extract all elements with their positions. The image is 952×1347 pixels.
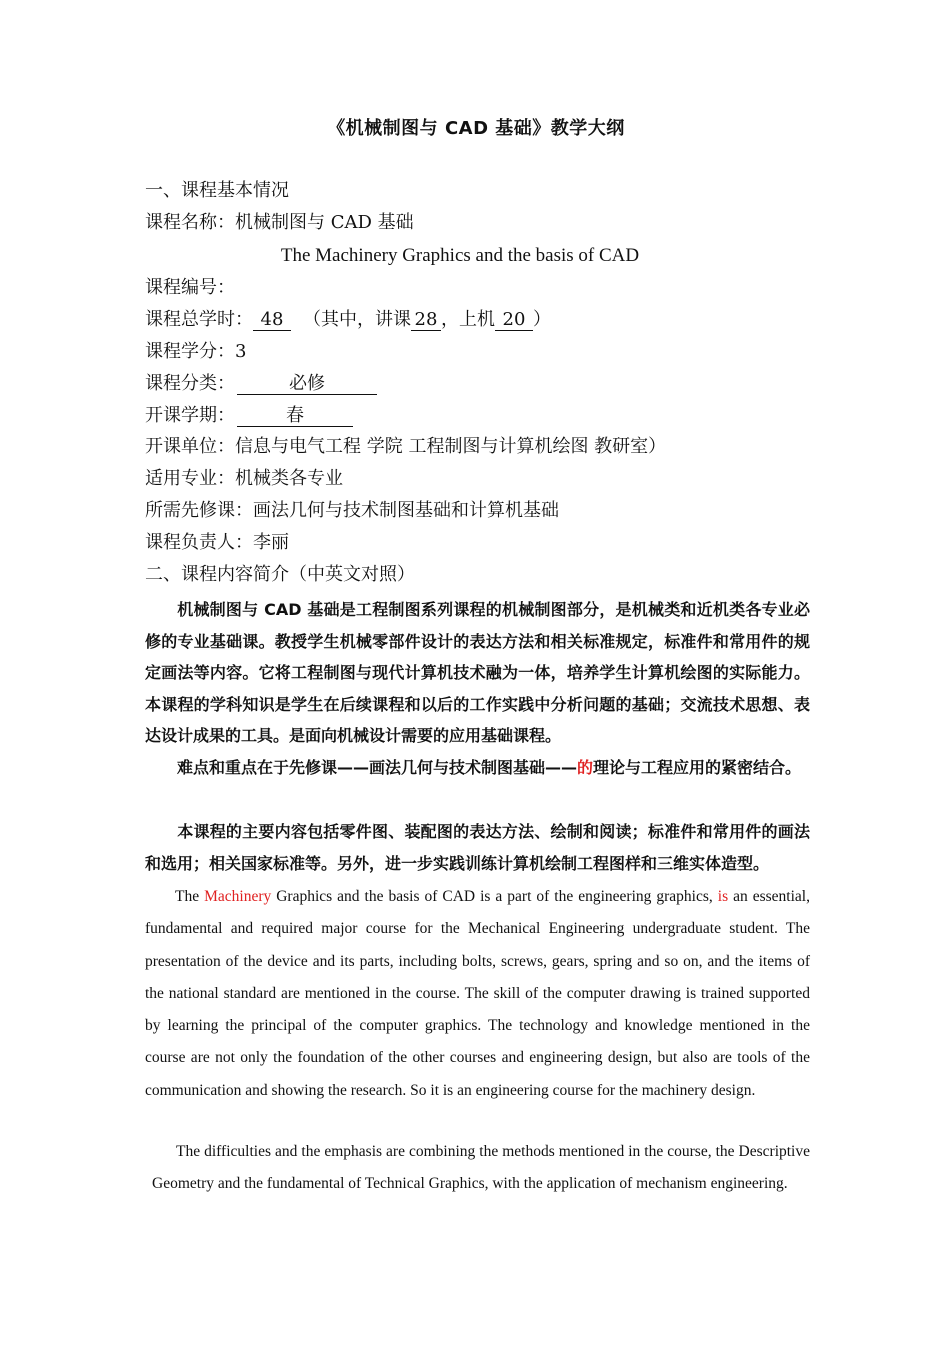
en-paragraph-2-text: The difficulties and the emphasis are combining the methods mentioned in the course, the Descriptive Geometry and the fundamental of Technical Graphics, with the application of mechanism engineering. xyxy=(152,1143,810,1193)
credits-label: 课程学分： xyxy=(145,341,235,362)
category-label: 课程分类： xyxy=(145,373,235,394)
prereq-row xyxy=(145,499,559,523)
en-paragraph-1-text-c: an essential, fundamental and required major course for the Mechanical Engineering undergraduate student. The presentation of the device and its parts, including bolts, screws, gears, spring and so on, and the items of the national standard are mentioned in the course. The skill of the computer drawing is trained supported by learning the principal of the computer graphics. The technology and knowledge mentioned in the course are not only the foundation of the other courses and engineering design, but also are tools of the communication and showing the research. So it is an engineering course for the machinery design. xyxy=(145,888,810,1099)
course-name-english: The Machinery Graphics and the basis of CAD xyxy=(280,245,640,266)
en-paragraph-1-text-a: The xyxy=(175,888,205,905)
en-paragraph-1-text-b: Graphics and the basis of CAD is a part of the engineering graphics, xyxy=(271,888,718,905)
section1-heading: 一、课程基本情况 xyxy=(145,180,289,201)
cn-paragraph-1-text: 机械制图与 CAD 基础是工程制图系列课程的机械制图部分，是机械类和近机类各专业必修的专业基础课。教授学生机械零部件设计的表达方法和相关标准规定，标准件和常用件的规定画法等内容。它将工程制图与现代计算机技术融为一体，培养学生计算机绘图的实际能力。本课程的学科知识是学生在后续课程和以后的工作实践中分析问题的基础；交流技术思想、表达设计成果的工具。是面向机械设计需要的应用基础课程。 xyxy=(145,600,810,746)
lab-hours-value: 20 xyxy=(495,308,533,331)
cn-paragraph-3 xyxy=(145,816,810,879)
unit-label: 开课单位： xyxy=(145,436,235,457)
unit-row xyxy=(145,435,666,459)
course-name-value: 机械制图与 CAD 基础 xyxy=(235,212,414,233)
prereq-label: 所需先修课： xyxy=(145,500,253,521)
en-paragraph-1-highlight-1: Machinery xyxy=(204,888,272,905)
hours-breakdown-prefix: （其中，讲课 xyxy=(303,309,411,330)
document-title: 《机械制图与 CAD 基础》教学大纲 xyxy=(327,118,625,139)
cn-paragraph-2-text-b: 理论与工程应用的紧密结合。 xyxy=(593,758,802,777)
major-row xyxy=(145,467,343,491)
course-code-label: 课程编号： xyxy=(145,277,235,298)
course-name-row xyxy=(145,211,414,235)
course-name-label: 课程名称： xyxy=(145,212,235,233)
major-label: 适用专业： xyxy=(145,468,235,489)
unit-value: 信息与电气工程 学院 工程制图与计算机绘图 教研室） xyxy=(235,436,667,457)
credits-row xyxy=(145,340,246,364)
semester-label: 开课学期： xyxy=(145,405,235,426)
lecture-hours-value: 28 xyxy=(411,308,441,331)
cn-paragraph-3-text: 本课程的主要内容包括零件图、装配图的表达方法、绘制和阅读；标准件和常用件的画法和选用；相关国家标准等。另外，进一步实践训练计算机绘制工程图样和三维实体造型。 xyxy=(145,822,810,873)
en-paragraph-2 xyxy=(152,1136,810,1201)
en-paragraph-1 xyxy=(145,881,810,1107)
category-value: 必修 xyxy=(237,372,377,395)
credits-value: 3 xyxy=(235,341,247,362)
section2-heading: 二、课程内容简介（中英文对照） xyxy=(145,564,415,585)
semester-row xyxy=(145,404,353,428)
major-value: 机械类各专业 xyxy=(235,468,343,489)
semester-value: 春 xyxy=(237,404,353,427)
cn-paragraph-2 xyxy=(145,752,810,784)
category-row xyxy=(145,372,377,396)
hours-breakdown-suffix: ） xyxy=(533,309,551,330)
owner-value: 李丽 xyxy=(253,532,289,553)
cn-paragraph-1 xyxy=(145,594,810,752)
total-hours-label: 课程总学时： xyxy=(145,309,253,330)
cn-paragraph-2-text-a: 难点和重点在于先修课——画法几何与技术制图基础—— xyxy=(177,758,578,777)
owner-label: 课程负责人： xyxy=(145,532,253,553)
en-paragraph-1-highlight-2: is xyxy=(717,888,729,905)
owner-row xyxy=(145,531,289,555)
cn-paragraph-2-highlight: 的 xyxy=(577,758,594,777)
prereq-value: 画法几何与技术制图基础和计算机基础 xyxy=(253,500,559,521)
total-hours-value: 48 xyxy=(253,308,291,331)
total-hours-row xyxy=(145,308,551,332)
hours-separator: ，上机 xyxy=(441,309,495,330)
